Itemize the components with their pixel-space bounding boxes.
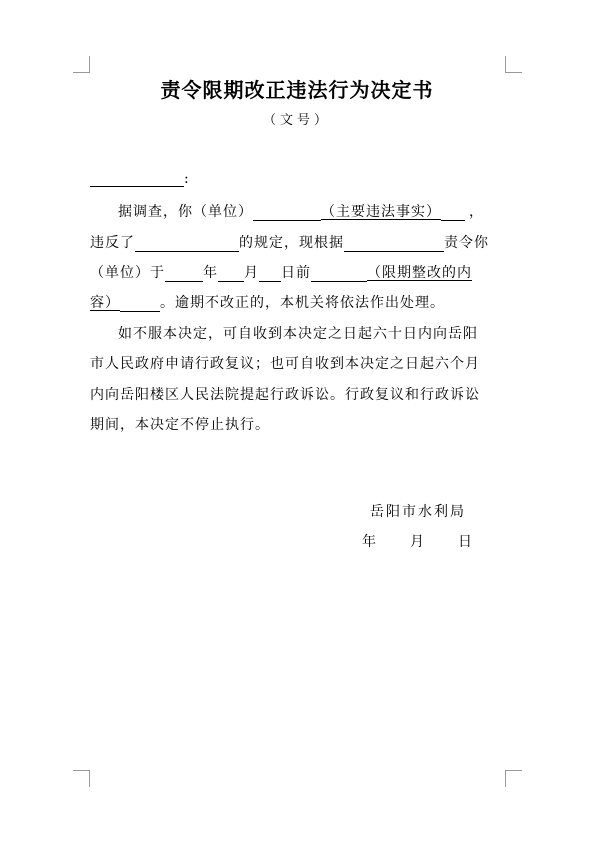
p1-text-month: 月	[244, 265, 259, 281]
p1-line-1	[118, 201, 484, 221]
blank-legal-basis[interactable]	[344, 235, 444, 252]
p1-line-3	[90, 262, 472, 282]
p1-text-g: （单位）于	[90, 265, 165, 281]
addressee-colon: :	[184, 171, 190, 187]
document-title: 责令限期改正违法行为决定书	[160, 78, 434, 102]
blank-rectify-suffix[interactable]	[120, 295, 160, 312]
blank-violated-provision[interactable]	[135, 235, 239, 252]
addressee-blank[interactable]	[90, 170, 184, 187]
p2-line-1: 如不服本决定，可自收到本决定之日起六十日内向岳阳	[118, 326, 478, 342]
p1-text-d: 违反了	[90, 235, 135, 251]
p1-text-f: 责令你	[444, 235, 489, 251]
blank-main-violation[interactable]: （主要违法事实）	[321, 204, 441, 220]
p1-line-2	[90, 232, 489, 252]
page-corner-mark-top-right	[505, 56, 522, 73]
document-number: （文号）	[262, 113, 331, 128]
blank-rectify-content-cont[interactable]: 容）	[90, 295, 120, 311]
addressee-line	[90, 170, 190, 187]
blank-rectify-content[interactable]: （限期整改的内	[367, 265, 472, 281]
signature-day: 日	[458, 534, 474, 550]
p1-text-year: 年	[203, 265, 218, 281]
blank-month[interactable]	[218, 265, 244, 282]
blank-fact-suffix[interactable]	[441, 204, 465, 221]
p2-line-4: 期间，本决定不停止执行。	[90, 417, 270, 433]
page-corner-mark-top-left	[73, 56, 90, 73]
p1-line-4	[90, 292, 445, 312]
p2-line-3: 内向岳阳楼区人民法院提起行政诉讼。行政复议和行政诉讼	[90, 387, 480, 403]
p1-text-m: 。逾期不改正的，本机关将依法作出处理。	[160, 295, 445, 311]
p1-text-a: 据调查，你（单位）	[118, 204, 253, 220]
p2-line-2: 市人民政府申请行政复议；也可自收到本决定之日起六个月	[90, 356, 480, 372]
signature-year: 年	[362, 534, 378, 550]
blank-rectify-prefix[interactable]	[311, 265, 367, 282]
page-corner-mark-bottom-right	[505, 770, 522, 787]
blank-year[interactable]	[165, 265, 203, 282]
p1-text-before: 日前	[281, 265, 311, 281]
p1-text-e: 的规定，现根据	[239, 235, 344, 251]
blank-fact-prefix[interactable]	[253, 204, 321, 221]
issuing-authority: 岳阳市水利局	[370, 504, 466, 520]
blank-day[interactable]	[259, 265, 281, 282]
signature-month: 月	[410, 534, 426, 550]
p1-text-c: ，	[469, 204, 484, 220]
page-corner-mark-bottom-left	[73, 770, 90, 787]
